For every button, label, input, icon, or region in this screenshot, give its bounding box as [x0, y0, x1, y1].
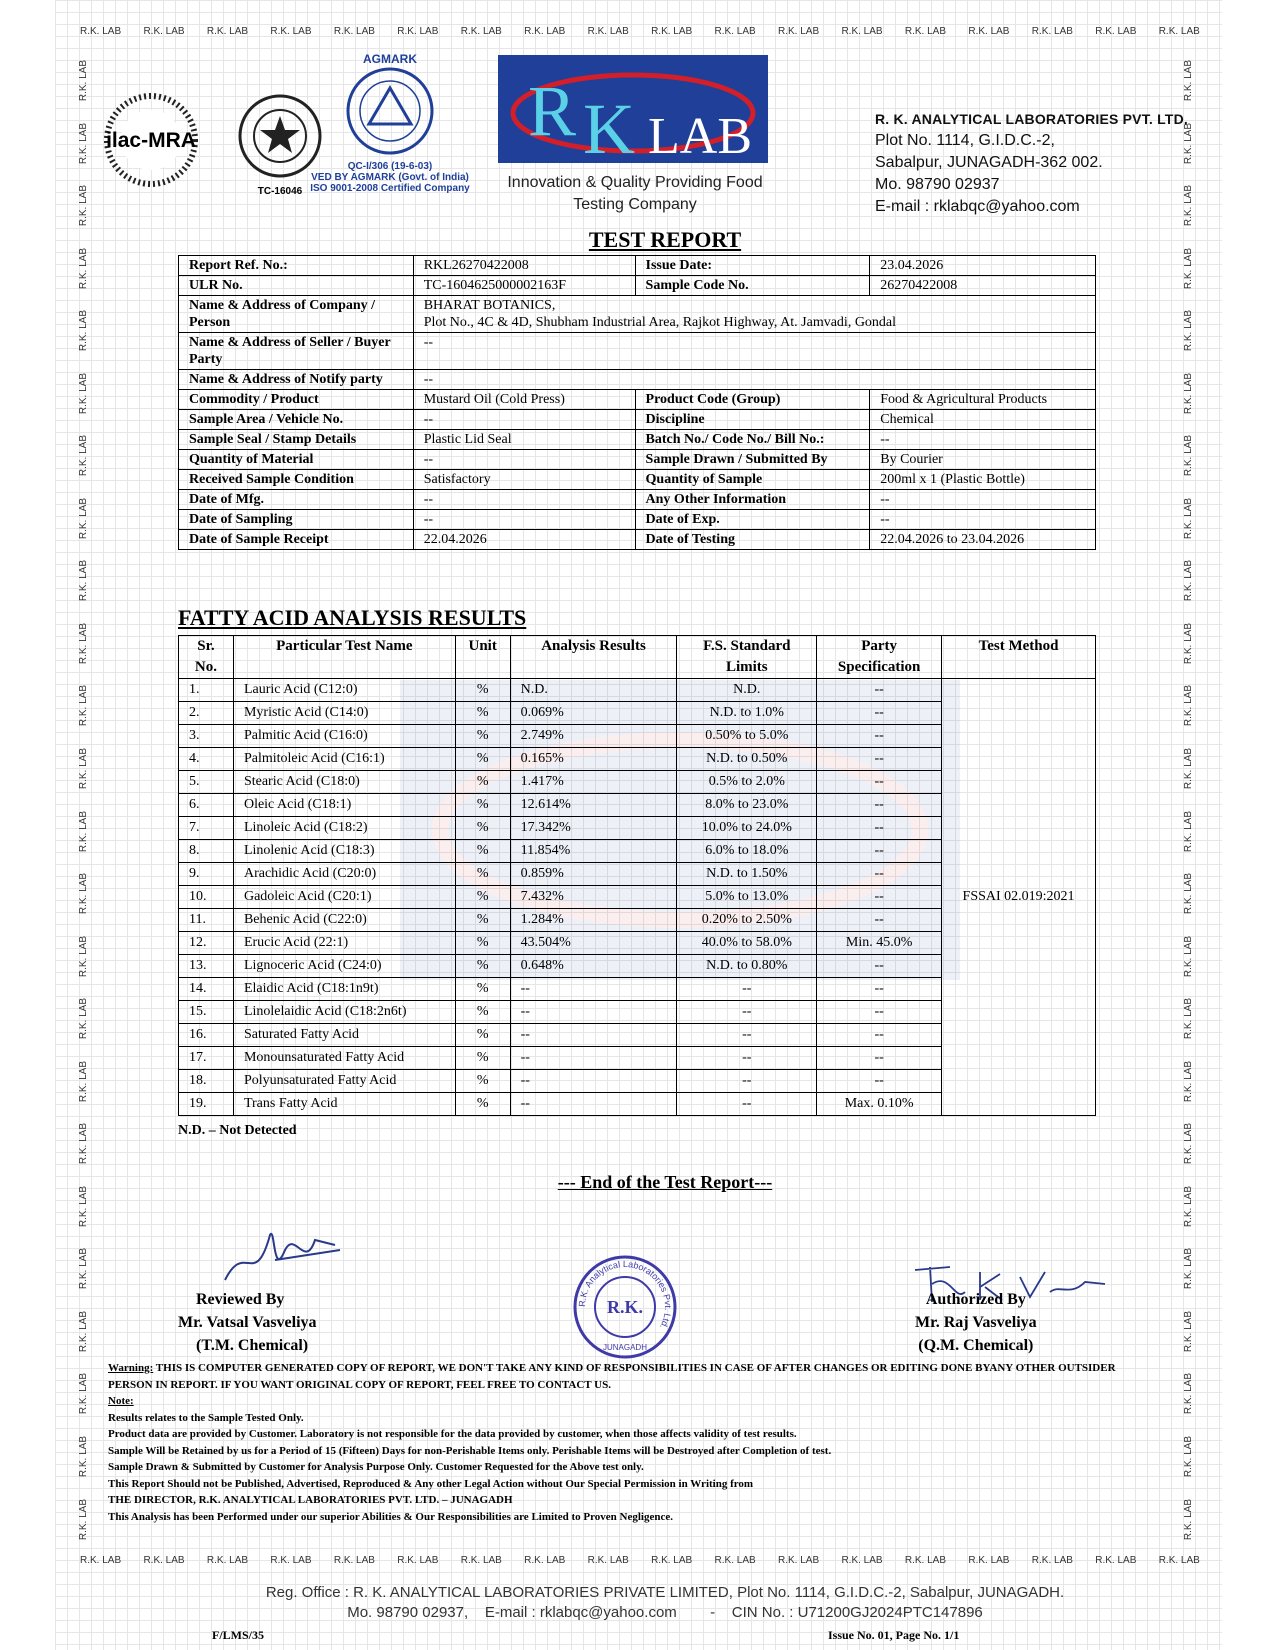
- cell-sr: 5.: [179, 771, 234, 794]
- cell-name: Trans Fatty Acid: [233, 1093, 455, 1116]
- agmark-emblem-icon: [345, 66, 435, 156]
- cell-sr: 18.: [179, 1070, 234, 1093]
- cell-name: Lauric Acid (C12:0): [233, 679, 455, 702]
- watermark-label: R.K. LAB: [1095, 26, 1137, 37]
- cell-result: 7.432%: [510, 886, 677, 909]
- svg-text:R.K.: R.K.: [607, 1297, 643, 1317]
- cell-unit: %: [455, 1047, 510, 1070]
- watermark-label: R.K. LAB: [1183, 873, 1194, 915]
- watermark-label: R.K. LAB: [78, 497, 89, 539]
- watermark-label: R.K. LAB: [1183, 810, 1194, 852]
- cell-sr: 19.: [179, 1093, 234, 1116]
- cell-unit: %: [455, 1070, 510, 1093]
- nd-legend: N.D. – Not Detected: [178, 1123, 297, 1138]
- watermark-label: R.K. LAB: [1183, 935, 1194, 977]
- cell-result: 0.069%: [510, 702, 677, 725]
- watermark-label: R.K. LAB: [78, 1310, 89, 1353]
- report-title: TEST REPORT: [588, 227, 742, 252]
- watermark-right-column: [1183, 60, 1197, 1540]
- ilac-mra-logo: [96, 90, 206, 200]
- cell-sr: 9.: [179, 863, 234, 886]
- cell-unit: %: [455, 909, 510, 932]
- report-info-table: [178, 255, 1096, 550]
- form-number: F/LMS/35: [212, 1628, 265, 1642]
- cell-spec: --: [817, 771, 942, 794]
- cell-spec: --: [817, 702, 942, 725]
- table-row: Name & Address of Seller / Buyer Party --: [179, 333, 1096, 370]
- watermark-label: R.K. LAB: [1183, 1310, 1194, 1353]
- cell-sr: 8.: [179, 840, 234, 863]
- watermark-label: R.K. LAB: [333, 26, 375, 37]
- watermark-label: R.K. LAB: [904, 1555, 947, 1566]
- cell-spec: --: [817, 978, 942, 1001]
- cell-name: Linoleic Acid (C18:2): [233, 817, 455, 840]
- watermark-label: R.K. LAB: [1183, 435, 1194, 477]
- end-of-report: --- End of the Test Report---: [557, 1172, 773, 1192]
- company-stamp-seal: [570, 1252, 680, 1362]
- watermark-label: R.K. LAB: [1031, 1555, 1073, 1566]
- brand-tagline: Innovation & Quality Providing Food Testing Company: [507, 174, 763, 213]
- table-header-row: [179, 636, 1096, 679]
- cell-unit: %: [455, 1024, 510, 1047]
- cell-result: 1.284%: [510, 909, 677, 932]
- watermark-label: R.K. LAB: [651, 1555, 693, 1566]
- watermark-label: R.K. LAB: [78, 435, 89, 477]
- table-row: Date of Sample Receipt 22.04.2026 Date of Testing 22.04.2026 to 23.04.2026: [179, 530, 1096, 550]
- watermark-label: R.K. LAB: [587, 1555, 629, 1566]
- cell-sr: 17.: [179, 1047, 234, 1070]
- cell-name: Linolelaidic Acid (C18:2n6t): [233, 1001, 455, 1024]
- cell-result: 0.165%: [510, 748, 677, 771]
- cell-sr: 16.: [179, 1024, 234, 1047]
- watermark-label: R.K. LAB: [78, 622, 89, 665]
- cell-result: 0.648%: [510, 955, 677, 978]
- cell-name: Linolenic Acid (C18:3): [233, 840, 455, 863]
- table-row: Sample Seal / Stamp Details Plastic Lid Seal Batch No./ Code No./ Bill No.: --: [179, 430, 1096, 450]
- cell-result: 12.614%: [510, 794, 677, 817]
- cell-unit: %: [455, 932, 510, 955]
- watermark-label: R.K. LAB: [460, 26, 502, 37]
- cell-sr: 6.: [179, 794, 234, 817]
- watermark-label: R.K. LAB: [714, 26, 756, 37]
- watermark-label: R.K. LAB: [651, 26, 693, 37]
- cell-sr: 3.: [179, 725, 234, 748]
- cell-sr: 14.: [179, 978, 234, 1001]
- table-row: Quantity of Material -- Sample Drawn / Submitted By By Courier: [179, 450, 1096, 470]
- watermark-label: R.K. LAB: [78, 1498, 89, 1540]
- cell-limit: 8.0% to 23.0%: [677, 794, 817, 817]
- cell-spec: --: [817, 909, 942, 932]
- cell-result: --: [510, 1047, 677, 1070]
- svg-text:TC-16046: TC-16046: [257, 186, 303, 197]
- agmark-logo: AGMARK QC-I/306 (19-6-03) VED BY AGMARK (Govt. of India) ISO 9001-2008 Certified Company: [310, 52, 470, 194]
- cell-name: Erucic Acid (22:1): [233, 932, 455, 955]
- cell-result: 1.417%: [510, 771, 677, 794]
- cell-result: 11.854%: [510, 840, 677, 863]
- cell-sr: 12.: [179, 932, 234, 955]
- watermark-label: R.K. LAB: [78, 685, 89, 727]
- watermark-label: R.K. LAB: [78, 1185, 89, 1227]
- cell-result: 17.342%: [510, 817, 677, 840]
- cell-name: Saturated Fatty Acid: [233, 1024, 455, 1047]
- reviewer-signature-image: [215, 1220, 345, 1290]
- watermark-label: R.K. LAB: [1183, 1498, 1194, 1540]
- cell-spec: --: [817, 817, 942, 840]
- watermark-label: R.K. LAB: [78, 1248, 89, 1290]
- cell-spec: Min. 45.0%: [817, 932, 942, 955]
- issue-page-number: Issue No. 01, Page No. 1/1: [828, 1628, 960, 1642]
- watermark-label: R.K. LAB: [1183, 748, 1194, 790]
- watermark-label: R.K. LAB: [397, 1555, 439, 1566]
- watermark-label: R.K. LAB: [78, 998, 89, 1040]
- table-row: ULR No. TC-1604625000002163F Sample Code No. 26270422008: [179, 276, 1096, 296]
- watermark-label: R.K. LAB: [1183, 372, 1194, 414]
- cell-limit: N.D.: [677, 679, 817, 702]
- cell-limit: --: [677, 978, 817, 1001]
- table-row: Received Sample Condition Satisfactory Quantity of Sample 200ml x 1 (Plastic Bottle): [179, 470, 1096, 490]
- cell-unit: %: [455, 725, 510, 748]
- table-row: Date of Sampling -- Date of Exp. --: [179, 510, 1096, 530]
- watermark-label: R.K. LAB: [904, 26, 947, 37]
- watermark-label: R.K. LAB: [1183, 122, 1194, 164]
- cell-name: Elaidic Acid (C18:1n9t): [233, 978, 455, 1001]
- cell-unit: %: [455, 886, 510, 909]
- cell-spec: --: [817, 886, 942, 909]
- cell-unit: %: [455, 679, 510, 702]
- rk-lab-logo: [498, 55, 768, 163]
- watermark-label: R.K. LAB: [1183, 185, 1194, 227]
- header-test-method: Test Method: [942, 636, 1096, 679]
- watermark-label: R.K. LAB: [460, 1555, 502, 1566]
- watermark-label: R.K. LAB: [1183, 1436, 1194, 1478]
- watermark-label: R.K. LAB: [1183, 1373, 1194, 1415]
- watermark-label: R.K. LAB: [524, 1555, 566, 1566]
- watermark-label: R.K. LAB: [1183, 1185, 1194, 1227]
- table-row: Name & Address of Company / Person BHARAT BOTANICS, Plot No., 4C & 4D, Shubham Industrial Area, Rajkot Highway, At. Jamvadi, Gondal: [179, 296, 1096, 333]
- header-test-name: Particular Test Name: [233, 636, 455, 679]
- cell-limit: 0.20% to 2.50%: [677, 909, 817, 932]
- watermark-label: R.K. LAB: [1183, 1248, 1194, 1290]
- registered-office-footer: Reg. Office : R. K. ANALYTICAL LABORATORIES PRIVATE LIMITED, Plot No. 1114, G.I.D.C.-2, Sabalpur, JUNAGADH. Mo. 98790 02937, E-mail : rklabqc@yahoo.com - CIN No. : U71200GJ2024PTC147896: [265, 1584, 1065, 1621]
- cell-name: Monounsaturated Fatty Acid: [233, 1047, 455, 1070]
- watermark-label: R.K. LAB: [78, 122, 89, 164]
- cell-spec: Max. 0.10%: [817, 1093, 942, 1116]
- watermark-label: R.K. LAB: [841, 1555, 883, 1566]
- cell-name: Lignoceric Acid (C24:0): [233, 955, 455, 978]
- cell-name: Myristic Acid (C14:0): [233, 702, 455, 725]
- watermark-label: R.K. LAB: [524, 26, 566, 37]
- watermark-label: R.K. LAB: [270, 26, 312, 37]
- cell-unit: %: [455, 1001, 510, 1024]
- watermark-label: R.K. LAB: [1031, 26, 1073, 37]
- reviewed-by-block: Reviewed By Mr. Vatsal Vasveliya (T.M. Chemical): [178, 1291, 317, 1354]
- watermark-label: R.K. LAB: [78, 810, 89, 852]
- cell-limit: 5.0% to 13.0%: [677, 886, 817, 909]
- cell-unit: %: [455, 978, 510, 1001]
- watermark-label: R.K. LAB: [777, 26, 820, 37]
- cell-sr: 1.: [179, 679, 234, 702]
- svg-text:K: K: [583, 89, 635, 163]
- watermark-label: R.K. LAB: [78, 1060, 89, 1102]
- cell-sr: 10.: [179, 886, 234, 909]
- table-row: [179, 679, 1096, 702]
- watermark-label: R.K. LAB: [78, 60, 89, 102]
- watermark-label: R.K. LAB: [841, 26, 883, 37]
- cell-result: N.D.: [510, 679, 677, 702]
- header-unit: Unit: [455, 636, 510, 679]
- watermark-label: R.K. LAB: [206, 26, 249, 37]
- lab-address-block: R. K. ANALYTICAL LABORATORIES PVT. LTD. Plot No. 1114, G.I.D.C.-2, Sabalpur, JUNAGADH-362 002. Mo. 98790 02937 E-mail : rklabqc@yahoo.com: [875, 108, 1188, 218]
- watermark-left-column: [78, 60, 92, 1540]
- watermark-label: R.K. LAB: [80, 1555, 122, 1566]
- watermark-label: R.K. LAB: [143, 1555, 185, 1566]
- svg-text:JUNAGADH: JUNAGADH: [602, 1343, 648, 1352]
- watermark-label: R.K. LAB: [714, 1555, 756, 1566]
- svg-text:ilac-MRA: ilac-MRA: [106, 129, 196, 152]
- cell-spec: --: [817, 840, 942, 863]
- cell-name: Stearic Acid (C18:0): [233, 771, 455, 794]
- watermark-label: R.K. LAB: [587, 26, 629, 37]
- table-row: Date of Mfg. -- Any Other Information --: [179, 490, 1096, 510]
- watermark-bottom-row: [80, 1555, 1200, 1566]
- watermark-label: R.K. LAB: [206, 1555, 249, 1566]
- watermark-label: R.K. LAB: [1183, 310, 1194, 352]
- cell-limit: --: [677, 1070, 817, 1093]
- cell-limit: --: [677, 1093, 817, 1116]
- watermark-label: R.K. LAB: [1183, 560, 1194, 602]
- cell-limit: --: [677, 1047, 817, 1070]
- watermark-label: R.K. LAB: [78, 935, 89, 977]
- fatty-acid-section-title: FATTY ACID ANALYSIS RESULTS: [178, 605, 527, 630]
- table-row: Sample Area / Vehicle No. -- Discipline Chemical: [179, 410, 1096, 430]
- svg-text:R.K. Analytical Laboratories P: R.K. Analytical Laboratories Pvt. Ltd.: [576, 1258, 674, 1331]
- header-result: Analysis Results: [510, 636, 677, 679]
- cell-name: Palmitoleic Acid (C16:1): [233, 748, 455, 771]
- svg-text:R: R: [528, 71, 577, 151]
- cell-spec: --: [817, 748, 942, 771]
- watermark-label: R.K. LAB: [78, 560, 89, 602]
- cell-unit: %: [455, 771, 510, 794]
- watermark-label: R.K. LAB: [1158, 26, 1200, 37]
- cell-result: 43.504%: [510, 932, 677, 955]
- cell-name: Oleic Acid (C18:1): [233, 794, 455, 817]
- cell-sr: 4.: [179, 748, 234, 771]
- cell-unit: %: [455, 702, 510, 725]
- watermark-top-row: [80, 26, 1200, 37]
- cell-limit: N.D. to 1.50%: [677, 863, 817, 886]
- cell-unit: %: [455, 863, 510, 886]
- cell-test-method: FSSAI 02.019:2021: [942, 679, 1096, 1116]
- cell-spec: --: [817, 1024, 942, 1047]
- watermark-label: R.K. LAB: [78, 1373, 89, 1415]
- watermark-label: R.K. LAB: [968, 1555, 1010, 1566]
- watermark-label: R.K. LAB: [78, 185, 89, 227]
- cell-unit: %: [455, 817, 510, 840]
- svg-text:LAB: LAB: [648, 108, 752, 163]
- watermark-label: R.K. LAB: [78, 873, 89, 915]
- cell-unit: %: [455, 1093, 510, 1116]
- watermark-label: R.K. LAB: [1183, 247, 1194, 289]
- cell-spec: --: [817, 955, 942, 978]
- cell-limit: 40.0% to 58.0%: [677, 932, 817, 955]
- watermark-label: R.K. LAB: [1183, 622, 1194, 665]
- watermark-label: R.K. LAB: [1158, 1555, 1200, 1566]
- authorized-by-block: Authorized By Mr. Raj Vasveliya (Q.M. Chemical): [915, 1291, 1037, 1354]
- cell-limit: 0.5% to 2.0%: [677, 771, 817, 794]
- cell-limit: 6.0% to 18.0%: [677, 840, 817, 863]
- watermark-label: R.K. LAB: [777, 1555, 820, 1566]
- cell-name: Palmitic Acid (C16:0): [233, 725, 455, 748]
- watermark-label: R.K. LAB: [270, 1555, 312, 1566]
- watermark-label: R.K. LAB: [1183, 1123, 1194, 1165]
- watermark-label: R.K. LAB: [78, 1123, 89, 1165]
- cell-result: --: [510, 1093, 677, 1116]
- watermark-label: R.K. LAB: [143, 26, 185, 37]
- header-limits: F.S. Standard Limits: [677, 636, 817, 679]
- cell-unit: %: [455, 794, 510, 817]
- watermark-label: R.K. LAB: [1183, 1060, 1194, 1102]
- header-party-spec: Party Specification: [817, 636, 942, 679]
- cell-sr: 11.: [179, 909, 234, 932]
- cell-limit: N.D. to 0.50%: [677, 748, 817, 771]
- table-row: Commodity / Product Mustard Oil (Cold Press) Product Code (Group) Food & Agricultural Products: [179, 390, 1096, 410]
- cell-spec: --: [817, 1001, 942, 1024]
- cell-unit: %: [455, 840, 510, 863]
- cell-limit: 0.50% to 5.0%: [677, 725, 817, 748]
- cell-spec: --: [817, 1047, 942, 1070]
- cell-limit: N.D. to 1.0%: [677, 702, 817, 725]
- fatty-acid-results-table: [178, 635, 1096, 1116]
- watermark-label: R.K. LAB: [80, 26, 122, 37]
- cell-sr: 15.: [179, 1001, 234, 1024]
- watermark-label: R.K. LAB: [78, 310, 89, 352]
- cell-sr: 2.: [179, 702, 234, 725]
- cell-name: Polyunsaturated Fatty Acid: [233, 1070, 455, 1093]
- watermark-label: R.K. LAB: [968, 26, 1010, 37]
- watermark-label: R.K. LAB: [78, 748, 89, 790]
- cell-result: --: [510, 1024, 677, 1047]
- cell-unit: %: [455, 955, 510, 978]
- cell-result: 2.749%: [510, 725, 677, 748]
- cell-spec: --: [817, 679, 942, 702]
- lab-company-name: R. K. ANALYTICAL LABORATORIES PVT. LTD.: [875, 111, 1188, 127]
- cell-result: 0.859%: [510, 863, 677, 886]
- cell-name: Arachidic Acid (C20:0): [233, 863, 455, 886]
- table-row: Name & Address of Notify party --: [179, 370, 1096, 390]
- cell-name: Behenic Acid (C22:0): [233, 909, 455, 932]
- watermark-label: R.K. LAB: [397, 26, 439, 37]
- header-sr: Sr. No.: [179, 636, 234, 679]
- cell-limit: N.D. to 0.80%: [677, 955, 817, 978]
- warning-notes-block: Warning: THIS IS COMPUTER GENERATED COPY OF REPORT, WE DON'T TAKE ANY KIND OF RESPONSIBILITIES IN CASE OF AFTER CHANGES OR EDITING DONE BYANY OTHER OUTSIDER PERSON IN REPORT. IF YOU WANT ORIGINAL COPY OF REPORT, FEEL FREE TO CONTACT US. Note: Results relates to the Sample Tested Only. Product data are provided by Customer. Laboratory is not responsible for the data provided by customer, when those affects validity of test results. Sample Will be Retained by us for a Period of 15 (Fifteen) Days for non-Perishable Items only. Perishable Items will be Destroyed after Completion of test. Sample Drawn & Submitted by Customer for Analysis Purpose Only. Customer Requested for the Above test only. This Report Should not be Published, Advertised, Reproduced & Any other Legal Action without Our Special Permission in Writing from THE DIRECTOR, R.K. ANALYTICAL LABORATORIES PVT. LTD. – JUNAGADH This Analysis has been Performed under our superior Abilities & Our Responsibilities are Limited to Proven Negligence.: [108, 1362, 1116, 1523]
- cell-spec: --: [817, 863, 942, 886]
- cell-result: --: [510, 1001, 677, 1024]
- cell-spec: --: [817, 794, 942, 817]
- watermark-label: R.K. LAB: [78, 372, 89, 414]
- cell-limit: 10.0% to 24.0%: [677, 817, 817, 840]
- table-row: Report Ref. No.: RKL26270422008 Issue Date: 23.04.2026: [179, 256, 1096, 276]
- cell-name: Gadoleic Acid (C20:1): [233, 886, 455, 909]
- watermark-label: R.K. LAB: [1183, 497, 1194, 539]
- watermark-label: R.K. LAB: [1183, 60, 1194, 102]
- cell-limit: --: [677, 1024, 817, 1047]
- cell-result: --: [510, 978, 677, 1001]
- cell-unit: %: [455, 748, 510, 771]
- watermark-label: R.K. LAB: [1183, 685, 1194, 727]
- cell-spec: --: [817, 725, 942, 748]
- watermark-label: R.K. LAB: [78, 247, 89, 289]
- watermark-label: R.K. LAB: [78, 1436, 89, 1478]
- cell-limit: --: [677, 1001, 817, 1024]
- watermark-label: R.K. LAB: [1183, 998, 1194, 1040]
- watermark-label: R.K. LAB: [1095, 1555, 1137, 1566]
- cell-spec: --: [817, 1070, 942, 1093]
- cell-result: --: [510, 1070, 677, 1093]
- watermark-label: R.K. LAB: [333, 1555, 375, 1566]
- cell-sr: 13.: [179, 955, 234, 978]
- cell-sr: 7.: [179, 817, 234, 840]
